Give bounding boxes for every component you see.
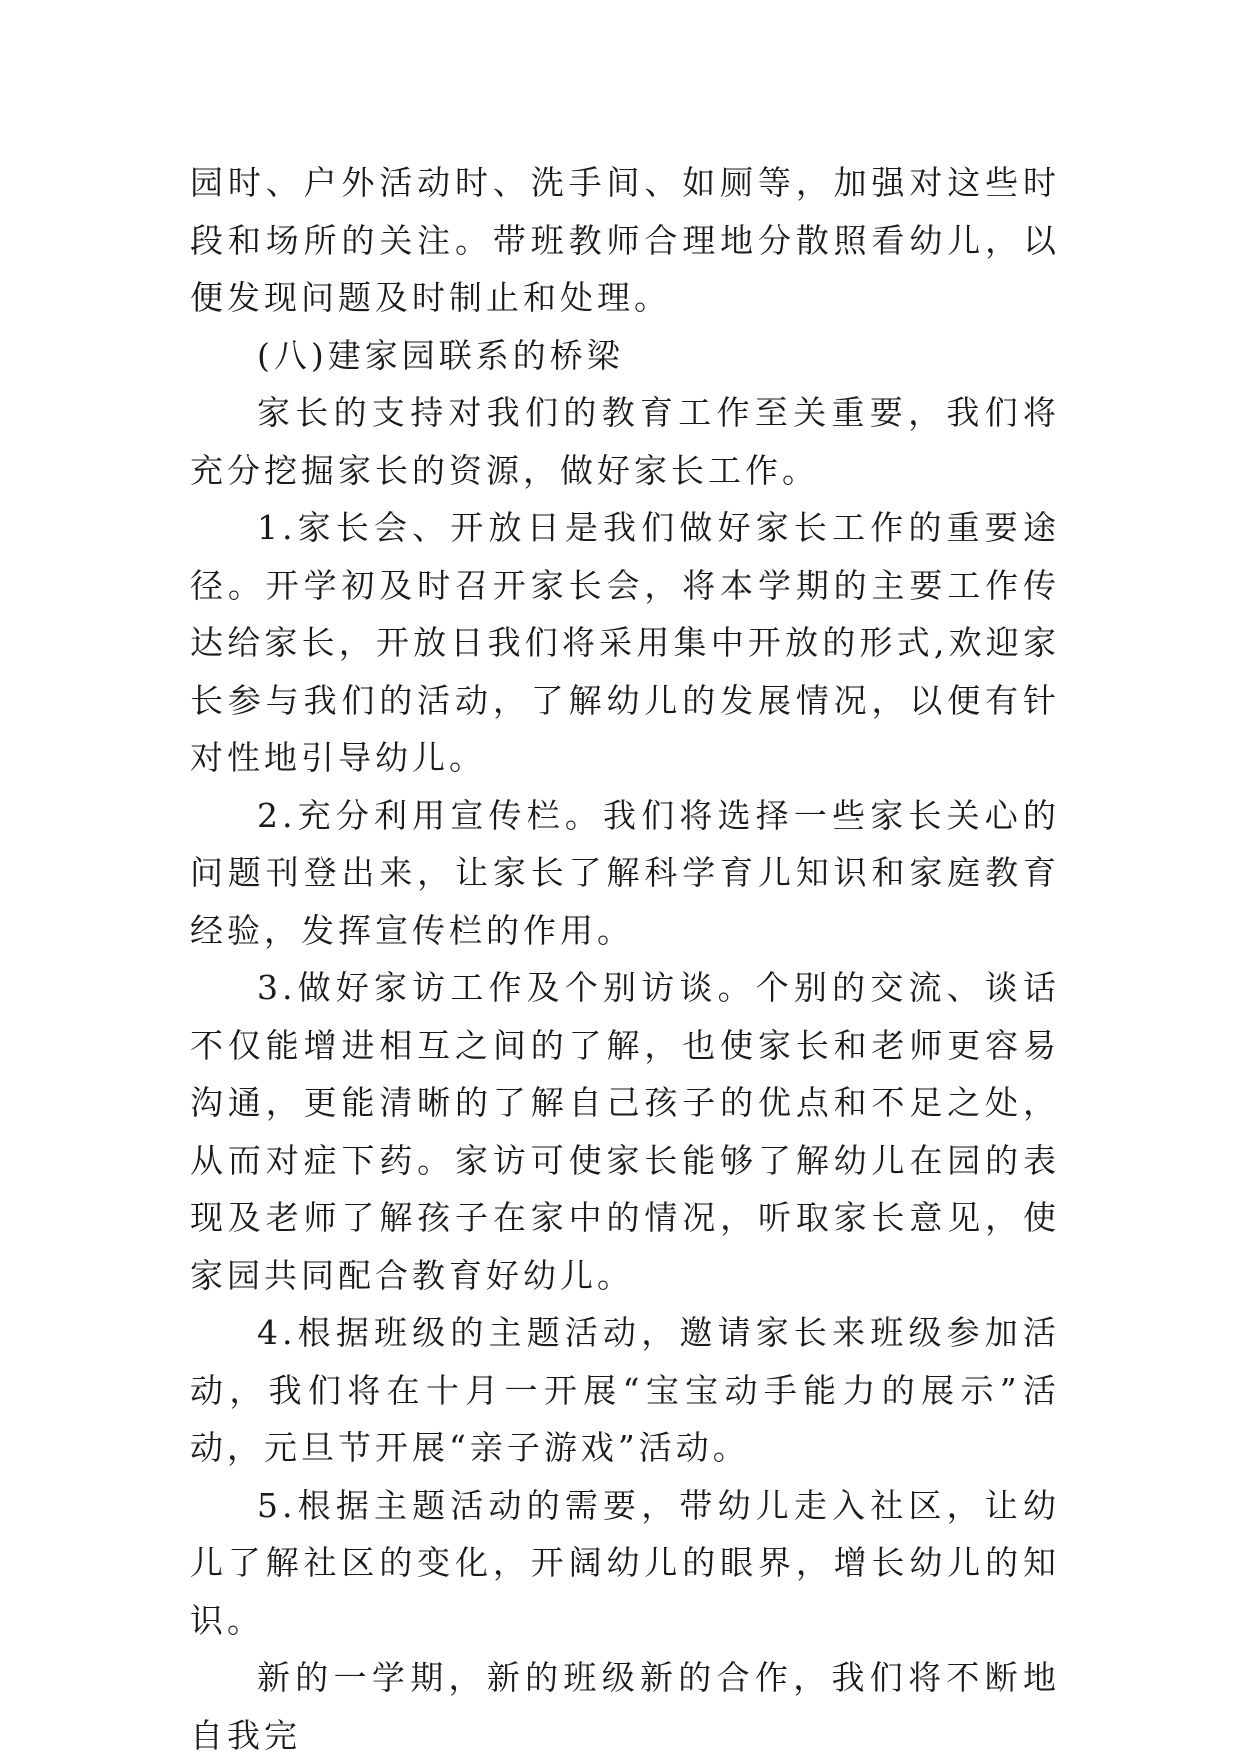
list-item-3: 3.做好家访工作及个别访谈。个别的交流、谈话不仅能增进相互之间的了解，也使家长和老师更容易沟通，更能清晰的了解自己孩子的优点和不足之处，从而对症下药。家访可使家长能够了解幼儿在园的表现及老师了解孩子在家中的情况，听取家长意见，使家园共同配合教育好幼儿。 — [190, 968, 1060, 1295]
list-item-4: 4.根据班级的主题活动，邀请家长来班级参加活动，我们将在十月一开展“宝宝动手能力的展示”活动，元旦节开展“亲子游戏”活动。 — [190, 1313, 1060, 1467]
section-heading: (八)建家园联系的桥梁 — [257, 335, 624, 375]
paragraph-intro: 家长的支持对我们的教育工作至关重要，我们将充分挖掘家长的资源，做好家长工作。 — [190, 393, 1060, 490]
paragraph-closing: 新的一学期，新的班级新的合作，我们将不断地自我完 — [190, 1658, 1060, 1755]
list-item-1: 1.家长会、开放日是我们做好家长工作的重要途径。开学初及时召开家长会，将本学期的主要工作传达给家长，开放日我们将采用集中开放的形式,欢迎家长参与我们的活动，了解幼儿的发展情况，以便有针对性地引导幼儿。 — [190, 508, 1060, 777]
list-item-5: 5.根据主题活动的需要，带幼儿走入社区，让幼儿了解社区的变化，开阔幼儿的眼界，增长幼儿的知识。 — [190, 1485, 1060, 1640]
list-item-2: 2.充分利用宣传栏。我们将选择一些家长关心的问题刊登出来，让家长了解科学育儿知识和家庭教育经验，发挥宣传栏的作用。 — [190, 795, 1060, 950]
document-page — [190, 154, 1060, 1764]
paragraph-continuation: 园时、户外活动时、洗手间、如厕等，加强对这些时段和场所的关注。带班教师合理地分散照看幼儿，以便发现问题及时制止和处理。 — [190, 163, 1060, 317]
